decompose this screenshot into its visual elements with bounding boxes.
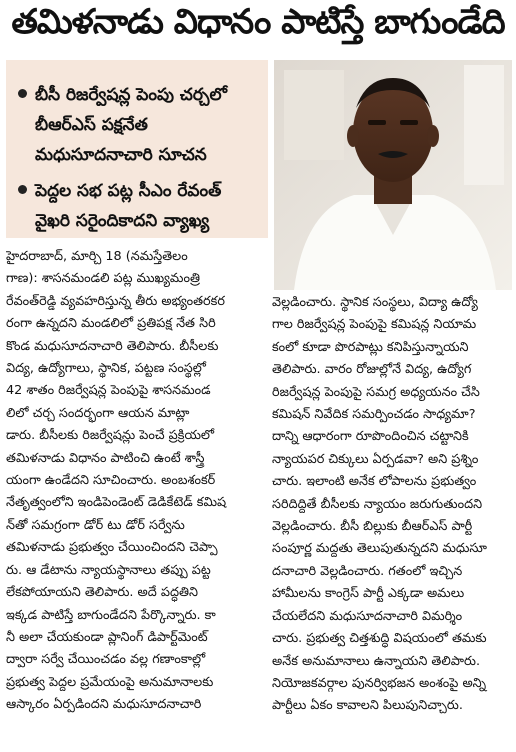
- article-line: నీ అలా చేయకుండా ప్లానింగ్ డిపార్ట్‌మెంట్: [6, 629, 208, 645]
- article-line: గాల రిజర్వేషన్ల పెంపుపై కమిషన్ల నియామ: [272, 317, 477, 333]
- article-line: చారు. ఇలాంటి అనేక లోపాలను ప్రభుత్వం: [272, 474, 477, 490]
- article-line: ద్వారా సర్వే చేయించడం వల్ల గణాంకాల్లో: [6, 652, 206, 668]
- article-line: డారు. బీసీలకు రిజర్వేషన్లు పెంచే ప్రక్రియలో: [6, 428, 215, 444]
- article-line: తెలిపారు. వారం రోజుల్లోనే విద్య, ఉద్యోగ: [272, 362, 472, 378]
- article-line: హామీలను కాంగ్రెస్ పార్టీ ఎక్కడా అమలు: [272, 586, 465, 602]
- article-line: సరిదిద్దితే బీసీలకు న్యాయం జరుగుతుందని: [272, 496, 483, 512]
- article-line: రంగా ఉన్నదని మండలిలో ప్రతిపక్ష నేత సిరి: [6, 316, 216, 332]
- highlight-item: [14, 80, 260, 170]
- highlight-item: [14, 176, 260, 236]
- article-line: తమిళనాడు విధానం పాటించి ఉంటే శాస్త్రీ: [6, 450, 205, 466]
- article-line: తమిళనాడు ప్రభుత్వం చేయించిందని చెప్పా: [6, 540, 218, 556]
- highlights-box: [6, 60, 268, 238]
- article-line: కంలో కూడా పొరపాట్లు కనిపిస్తున్నాయని: [272, 339, 469, 355]
- article-line: వెల్లడించారు. స్థానిక సంస్థలు, విద్యా ఉద్యో: [272, 295, 478, 310]
- article-line: సంపూర్ణ మద్దతు తెలుపుతున్నదని మధుసూ: [272, 541, 487, 557]
- article-right-column: [272, 292, 512, 718]
- article-line: కొండ మధుసూదనాచారి తెలిపారు. బీసీలకు: [6, 338, 219, 354]
- article-left-column: [6, 246, 268, 717]
- article-line: నియోజకవర్గాల పునర్విభజన అంశంపై అన్ని: [272, 675, 487, 691]
- article-line: యంగా ఉండేదని సూచించారు. అంబశంకర్: [6, 473, 216, 489]
- article-line: దనాచారి వెల్లడించారు. గతంలో ఇచ్చిన: [272, 563, 463, 579]
- article-line: దాన్ని ఆధారంగా రూపొందించిన చట్టానికి: [272, 429, 469, 445]
- article-line: లిలో చర్చ సందర్భంగా ఆయన మాట్లా: [6, 405, 190, 421]
- article-line: విద్య, ఉద్యోగాలు, స్థానిక, పట్టణ సంస్థల్లో: [6, 361, 206, 377]
- article-line: గాణ): శాసనమండలి పట్ల ముఖ్యమంత్రి: [6, 271, 200, 287]
- article-line: అనేక అనుమానాలు ఉన్నాయని తెలిపారు.: [272, 653, 481, 669]
- article-line: రిజర్వేషన్ల పెంపుపై సమగ్ర అధ్యయనం చేసి: [272, 384, 480, 400]
- bullet-icon: [18, 89, 27, 98]
- article-line: లేకపోయాయని తెలిపారు. అదే పద్ధతిని: [6, 585, 198, 601]
- article-line: నేతృత్వంలోని ఇండిపెండెంట్ డెడికేటెడ్ కమిష: [6, 495, 227, 511]
- article-line: కమిషన్ నివేదిక సమర్పించడం సాధ్యమా?: [272, 407, 476, 423]
- article-line: ప్రభుత్వ పెద్దల ప్రమేయంపై అనుమానాలకు: [6, 674, 214, 690]
- article-line: 42 శాతం రిజర్వేషన్ల పెంపుపై శాసనమండ: [6, 383, 211, 399]
- article-line: ఆస్కారం ఏర్పడిందని మధుసూదనాచారి: [6, 697, 202, 713]
- article-line: న్‌తో సమగ్రంగా డోర్ టు డోర్ సర్వేను: [6, 517, 185, 533]
- bullet-icon: [18, 185, 27, 194]
- article-line: హైదరాబాద్, మార్చి 18 (నమస్తేతెలం: [6, 249, 188, 264]
- article-line: రు. ఆ డేటాను న్యాయస్థానాలు తప్పు పట్ట: [6, 562, 211, 578]
- article-line: పార్టీలు ఏకం కావాలని పిలుపునిచ్చారు.: [272, 698, 463, 714]
- article-line: రేవంత్‌రెడ్డి వ్యవహరిస్తున్న తీరు అభ్యంతరకర: [6, 293, 225, 309]
- highlight-text: పెద్దల సభ పట్ల సీఎం రేవంత్ వైఖరి సరైందికాదని వ్యాఖ్య: [35, 181, 222, 231]
- article-line: వెల్లడించారు. బీసీ బిల్లుకు బీఆర్ఎస్ పార్టీ: [272, 519, 473, 535]
- portrait-image: [274, 60, 512, 290]
- article-line: న్యాయపర చిక్కులు ఏర్పడవా? అని ప్రశ్నిం: [272, 451, 479, 467]
- article-line: ఇక్కడ పాటిస్తే బాగుండేదని పేర్కొన్నారు. కా: [6, 607, 216, 623]
- portrait-photo: [274, 60, 512, 290]
- headline: తమిళనాడు విధానం పాటిస్తే బాగుండేది: [11, 2, 505, 42]
- highlight-text: బీసీ రిజర్వేషన్ల పెంపు చర్చలో బీఆర్ఎస్ పక్షనేత మధుసూదనాచారి సూచన: [35, 85, 227, 165]
- article-line: చారు. ప్రభుత్వ చిత్తశుద్ధి విషయంలో తమకు: [272, 631, 487, 647]
- article-line: చేయలేదని మధుసూదనాచారి విమర్శిం: [272, 608, 463, 624]
